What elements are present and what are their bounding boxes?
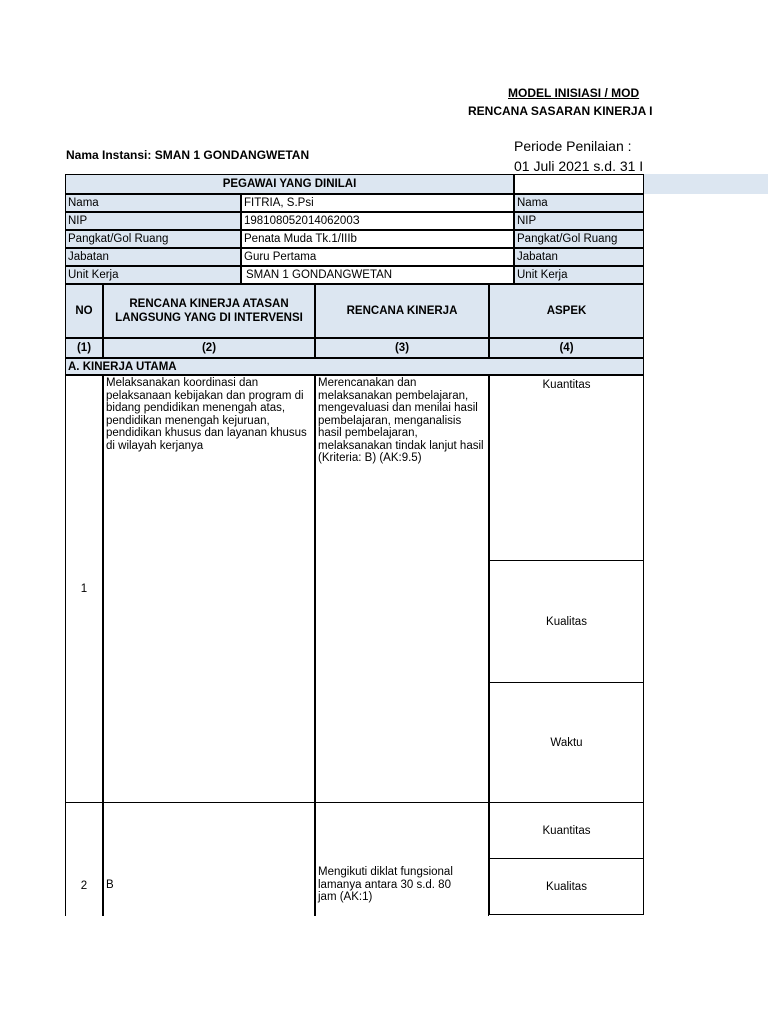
row1-rencana-kinerja[interactable]: Merencanakan dan melaksanakan pembelajaran, mengevaluasi dan menilai hasil pembelajaran, menganalisis hasil pembelajaran, melaksanakan tindak lanjut hasil (Kriteria: B) (AK:9.5)	[315, 375, 489, 803]
row1-aspek-waktu: Waktu	[489, 682, 644, 803]
row2-no-text: 2	[80, 880, 88, 892]
col-number-4: (4)	[489, 338, 644, 358]
pegawai-pangkat-label: Pangkat/Gol Ruang	[65, 230, 241, 248]
periode-value: 01 Juli 2021 s.d. 31 I	[514, 158, 644, 174]
pegawai-pangkat-value[interactable]: Penata Muda Tk.1/IIIb	[241, 230, 514, 248]
periode-label: Periode Penilaian :	[514, 138, 632, 154]
row2-aspek-kuantitas: Kuantitas	[489, 802, 644, 859]
pegawai-jabatan-label: Jabatan	[65, 248, 241, 266]
pegawai-unit-kerja-label: Unit Kerja	[65, 266, 241, 284]
row1-aspek-kuantitas: Kuantitas	[489, 375, 644, 561]
header-no: NO	[65, 284, 103, 338]
atasan-nama-label: Nama	[514, 194, 644, 212]
pegawai-nama-label: Nama	[65, 194, 241, 212]
document-subtitle: RENCANA SASARAN KINERJA I	[468, 104, 653, 118]
row1-no: 1	[65, 375, 103, 803]
atasan-jabatan-label: Jabatan	[514, 248, 644, 266]
atasan-nip-label: NIP	[514, 212, 644, 230]
pegawai-nama-value[interactable]: FITRIA, S.Psi	[241, 194, 514, 212]
atasan-header-band	[644, 174, 768, 194]
pegawai-unit-kerja-value[interactable]: SMAN 1 GONDANGWETAN	[241, 266, 514, 284]
header-aspek: ASPEK	[489, 284, 644, 338]
pegawai-jabatan-value[interactable]: Guru Pertama	[241, 248, 514, 266]
page-bottom-area	[0, 916, 768, 1024]
row1-rencana-atasan[interactable]: Melaksanakan koordinasi dan pelaksanaan kebijakan dan program di bidang pendidikan menengah atas, pendidikan menengah kejuruan, pendidikan khusus dan layanan khusus di wilayah kerjanya	[103, 375, 315, 803]
header-rencana-atasan: RENCANA KINERJA ATASAN LANGSUNG YANG DI INTERVENSI	[103, 284, 315, 338]
col-number-2: (2)	[103, 338, 315, 358]
section-kinerja-utama: A. KINERJA UTAMA	[65, 358, 644, 375]
instansi-label: Nama Instansi: SMAN 1 GONDANGWETAN	[66, 148, 310, 162]
pegawai-nip-label: NIP	[65, 212, 241, 230]
row1-aspek-kualitas: Kualitas	[489, 560, 644, 683]
col-number-3: (3)	[315, 338, 489, 358]
atasan-section-title	[514, 174, 644, 194]
header-rencana-kinerja: RENCANA KINERJA	[315, 284, 489, 338]
document-title: MODEL INISIASI / MOD	[508, 86, 640, 100]
atasan-pangkat-label: Pangkat/Gol Ruang	[514, 230, 644, 248]
atasan-unit-kerja-label: Unit Kerja	[514, 266, 644, 284]
row2-aspek-kualitas: Kualitas	[489, 858, 644, 915]
row2-rencana-kinerja-text: Mengikuti diklat fungsional lamanya antara 30 s.d. 80 jam (AK:1)	[318, 866, 453, 903]
pegawai-section-title: PEGAWAI YANG DINILAI	[65, 174, 514, 194]
row2-rencana-atasan-text: B	[106, 879, 114, 891]
pegawai-nip-value[interactable]: 19810805201406200З	[241, 212, 514, 230]
col-number-1: (1)	[65, 338, 103, 358]
